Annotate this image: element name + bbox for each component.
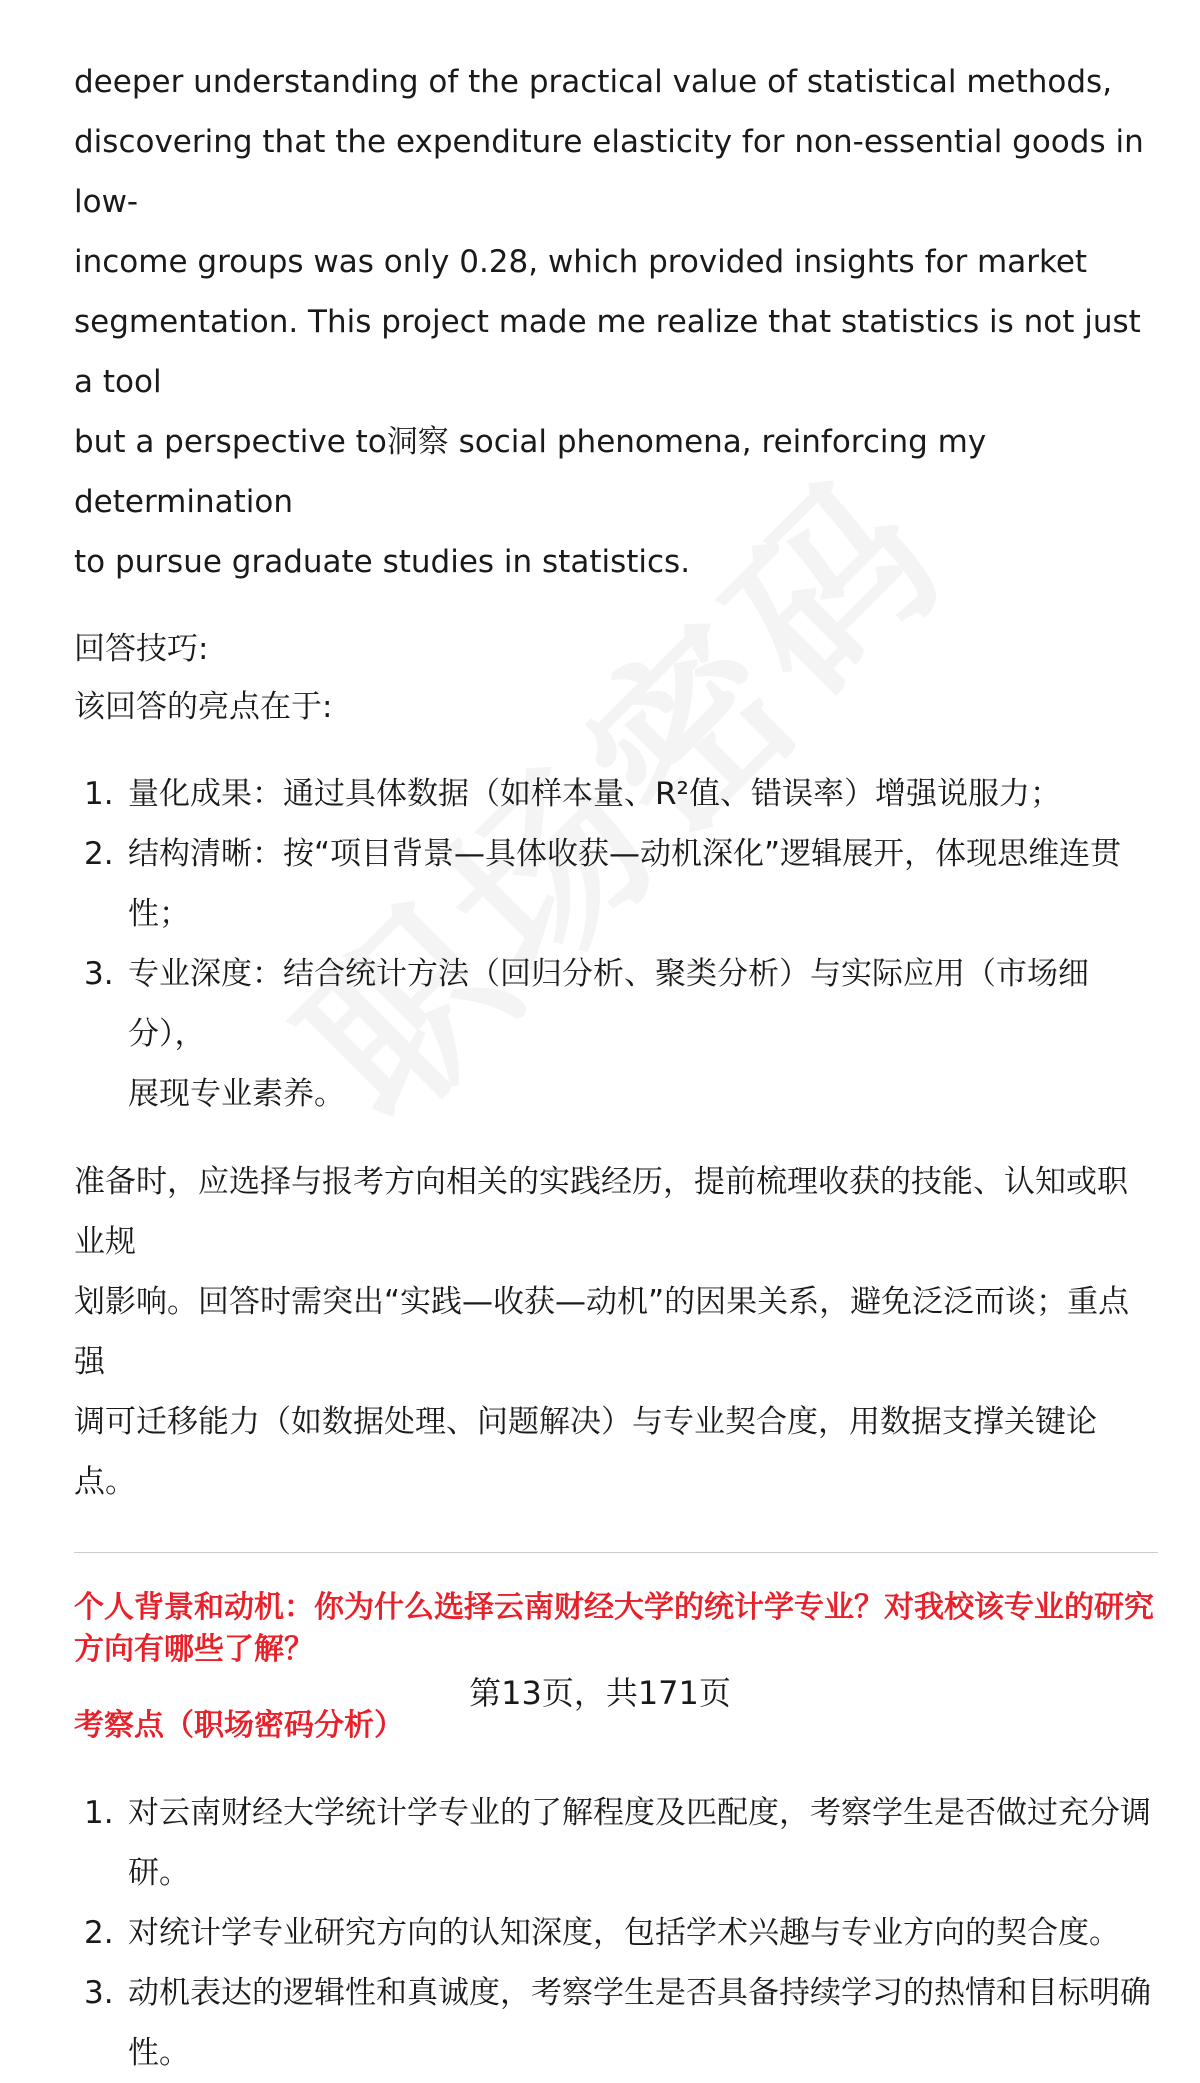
prep-line: 调可迁移能力（如数据处理、问题解决）与专业契合度，用数据支撑关键论点。 bbox=[74, 1404, 1097, 1500]
list-number: 2. bbox=[84, 836, 114, 872]
page-number: 第13页，共171页 bbox=[469, 1674, 731, 1712]
question-title bbox=[74, 1587, 1158, 1671]
list-item-text: 动机表达的逻辑性和真诚度，考察学生是否具备持续学习的热情和目标明确 bbox=[128, 1975, 1151, 2011]
list-item bbox=[74, 944, 1158, 1124]
tips-label: 回答技巧: bbox=[74, 631, 209, 667]
list-item-text: 性。 bbox=[128, 2035, 190, 2071]
highlight-intro: 该回答的亮点在于: bbox=[74, 689, 333, 725]
list-item-text: 研。 bbox=[128, 1855, 190, 1891]
analysis-list bbox=[74, 1783, 1158, 2083]
document-page bbox=[74, 52, 1158, 2083]
list-item-text: 量化成果：通过具体数据（如样本量、R²值、错误率）增强说服力； bbox=[128, 776, 1061, 812]
list-number: 1. bbox=[84, 776, 114, 812]
intro-paragraph bbox=[74, 52, 1158, 592]
list-item-text: 专业深度：结合统计方法（回归分析、聚类分析）与实际应用（市场细分）， bbox=[128, 956, 1089, 1052]
list-number: 1. bbox=[84, 1795, 114, 1831]
intro-line: deeper understanding of the practical value of statistical methods, bbox=[74, 64, 1113, 100]
analysis-label: 考察点（职场密码分析） bbox=[74, 1708, 404, 1743]
highlight-list bbox=[74, 764, 1158, 1124]
list-item-text: 展现专业素养。 bbox=[128, 1076, 345, 1112]
intro-line: income groups was only 0.28, which provided insights for market bbox=[74, 244, 1088, 280]
list-item-text: 对云南财经大学统计学专业的了解程度及匹配度，考察学生是否做过充分调 bbox=[128, 1795, 1151, 1831]
list-item-text: 结构清晰：按“项目背景—具体收获—动机深化”逻辑展开，体现思维连贯 bbox=[128, 836, 1122, 872]
list-number: 2. bbox=[84, 1915, 114, 1951]
prep-line: 划影响。回答时需突出“实践—收获—动机”的因果关系，避免泛泛而谈；重点强 bbox=[74, 1284, 1130, 1380]
intro-line: but a perspective to洞察 social phenomena, reinforcing my determination bbox=[74, 424, 987, 520]
list-number: 3. bbox=[84, 1975, 114, 2011]
list-item bbox=[74, 764, 1158, 824]
prep-line: 准备时，应选择与报考方向相关的实践经历，提前梳理收获的技能、认知或职业规 bbox=[74, 1164, 1128, 1260]
list-item bbox=[74, 824, 1158, 944]
intro-line: discovering that the expenditure elasticity for non-essential goods in low- bbox=[74, 124, 1144, 220]
prep-paragraph bbox=[74, 1152, 1158, 1512]
question-title-line: 方向有哪些了解？ bbox=[74, 1632, 314, 1667]
question-title-line: 个人背景和动机：你为什么选择云南财经大学的统计学专业？对我校该专业的研究 bbox=[74, 1590, 1154, 1625]
list-item bbox=[74, 1783, 1158, 1903]
list-item-text: 性； bbox=[128, 896, 190, 932]
intro-line: to pursue graduate studies in statistics. bbox=[74, 544, 691, 580]
intro-line: segmentation. This project made me realize that statistics is not just a tool bbox=[74, 304, 1141, 400]
list-number: 3. bbox=[84, 956, 114, 992]
list-item bbox=[74, 1963, 1158, 2083]
list-item-text: 对统计学专业研究方向的认知深度，包括学术兴趣与专业方向的契合度。 bbox=[128, 1915, 1120, 1951]
list-item bbox=[74, 1903, 1158, 1963]
